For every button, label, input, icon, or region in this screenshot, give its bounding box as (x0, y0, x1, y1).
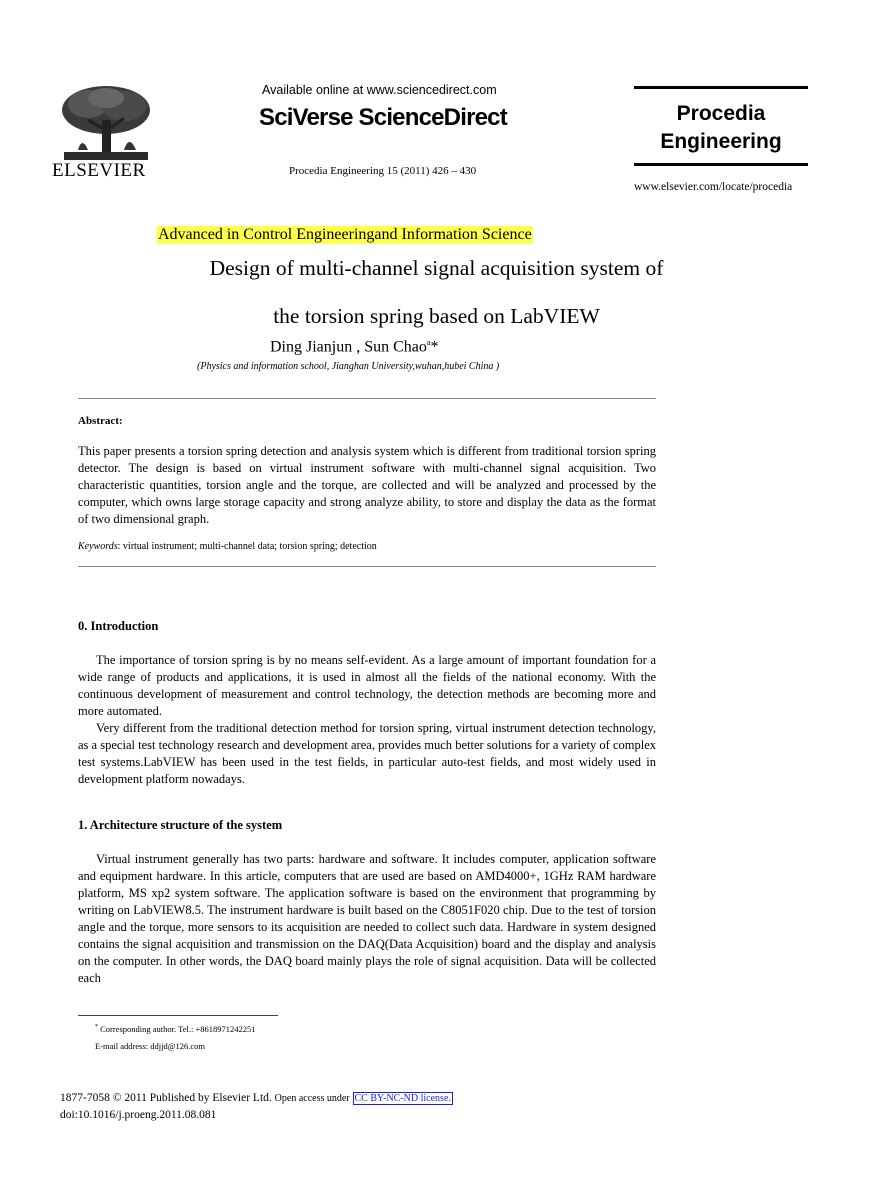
conference-name: Advanced in Control Engineeringand Information Science (158, 226, 532, 243)
architecture-body (78, 851, 656, 987)
author-star: * (430, 338, 439, 356)
footnote-phone-text: Corresponding author. Tel.: +8618971242251 (98, 1024, 256, 1034)
keywords (78, 541, 377, 552)
title-line1: Design of multi-channel signal acquisition system of (209, 256, 664, 280)
paper-title (100, 244, 773, 340)
footnote-mark: * (95, 1024, 98, 1031)
journal-citation: Procedia Engineering 15 (2011) 426 – 430 (289, 165, 477, 177)
affiliation: (Physics and information school, Jianghan University,wuhan,hubei China ) (197, 361, 500, 372)
keywords-text: : virtual instrument; multi-channel data; torsion spring; detection (117, 541, 377, 552)
footnote-phone (95, 1024, 256, 1034)
authors (270, 338, 438, 356)
section-heading-intro: 0. Introduction (78, 619, 159, 633)
journal-title-line2: Engineering (660, 130, 782, 153)
section-heading-architecture: 1. Architecture structure of the system (78, 818, 283, 832)
author-names: Ding Jianjun , Sun Chao (270, 338, 427, 356)
sciverse-logo-text: SciVerse ScienceDirect (259, 104, 507, 131)
paragraph: The importance of torsion spring is by no means self-evident. As a large amount of important foundation for a wide range of products and applications, it is used in almost all the fields of the national economy. With the continuous development of measurement and control technology, the detection methods are becoming more and more automated. (78, 653, 656, 718)
intro-body (78, 652, 656, 788)
author-mark: a (426, 338, 431, 347)
divider (78, 398, 656, 399)
journal-url: www.elsevier.com/locate/procedia (634, 181, 793, 193)
abstract-heading: Abstract: (78, 415, 123, 427)
divider (78, 566, 656, 567)
footnote-rule (78, 1015, 278, 1016)
footnote-email: E-mail address: ddjjd@126.com (95, 1041, 206, 1051)
journal-title (634, 100, 808, 156)
journal-title-line1: Procedia (676, 102, 766, 125)
abstract-text: This paper presents a torsion spring detection and analysis system which is different from traditional torsion spring detector. The design is based on virtual instrument software with multi-channel signal acquisition. Two characteristic quantities, torsion angle and the torque, are collected and will be analyzed and processed by the computer, which owns large storage capacity and strong analyze ability, to store and display the data as the format of two dimensional graph. (78, 444, 656, 526)
copyright-line (60, 1092, 453, 1104)
paragraph: Virtual instrument generally has two parts: hardware and software. It includes computer, application software and equipment hardware. In this article, computers that are used are based on AMD4000+, 1GHz RAM hardware platform, MS xp2 system software. The application software is based on the environment that programming by writing on LabVIEW8.5. The instrument hardware is built based on the C8051F020 chip. Due to the test of torsion angle and the torque, more sensors to its acquisition are needed to collect such data. Hardware in system designed contains the signal acquisition and transmission on the DAQ(Data Acquisition) board and the display and analysis on the computer. In other words, the DAQ board mainly plays the role of signal acquisition. Data will be collected each (78, 852, 656, 985)
box-bottom-rule (634, 163, 808, 166)
available-online-text: Available online at www.sciencedirect.com (262, 83, 497, 97)
paragraph: Very different from the traditional detection method for torsion spring, virtual instrument detection technology, as a special test technology research and development area, provides much better solutions for a variety of complex test systems.LabVIEW has been used in the test fields, in particular auto-test fields, and most widely used in development platform nowadays. (78, 721, 656, 786)
keywords-label: Keywords (78, 541, 118, 552)
box-top-rule (634, 86, 808, 89)
publisher-wordmark: ELSEVIER (52, 160, 146, 181)
copyright-text: 1877-7058 © 2011 Published by Elsevier Ltd. (60, 1092, 272, 1104)
open-access-text: Open access under (274, 1093, 350, 1104)
license-link[interactable]: CC BY-NC-ND license. (354, 1093, 451, 1104)
title-line2: the torsion spring based on LabVIEW (273, 304, 600, 328)
journal-title-box (634, 86, 808, 166)
doi: doi:10.1016/j.proeng.2011.08.081 (60, 1109, 217, 1121)
